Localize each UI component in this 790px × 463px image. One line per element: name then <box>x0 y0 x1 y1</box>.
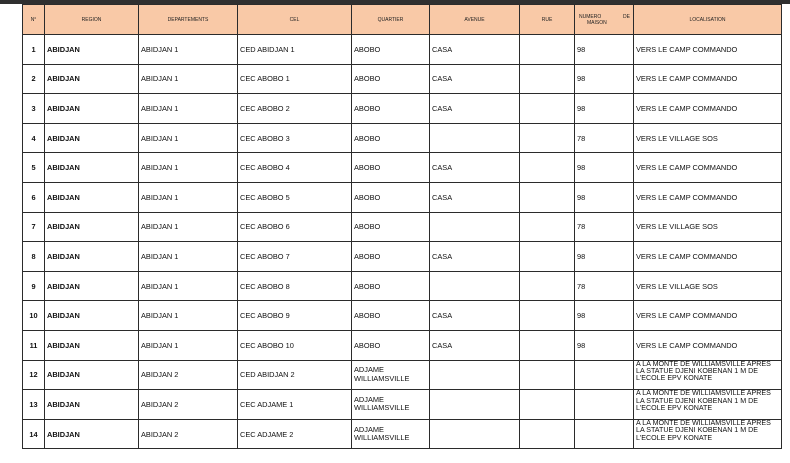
departement-cell: ABIDJAN 1 <box>139 94 238 124</box>
region-cell: ABIDJAN <box>45 271 139 301</box>
header-quartier: QUARTIER <box>352 5 430 35</box>
cel-cell: CEC ABOBO 2 <box>238 94 352 124</box>
localisation-cell: VERS LE CAMP COMMANDO <box>634 153 782 183</box>
cel-cell: CEC ABOBO 5 <box>238 182 352 212</box>
header-numero-label: NUMERO <box>579 13 602 20</box>
localisation-cell: A LA MONTE DE WILLIAMSVILLE APRES LA STATUE DJENI KOBENAN 1 M DE L'ECOLE EPV KONATE <box>634 360 782 390</box>
rue-cell <box>520 35 575 65</box>
cel-cell: CED ABIDJAN 1 <box>238 35 352 65</box>
localisation-cell: A LA MONTE DE WILLIAMSVILLE APRES LA STATUE DJENI KOBENAN 1 M DE L'ECOLE EPV KONATE <box>634 390 782 420</box>
region-cell: ABIDJAN <box>45 123 139 153</box>
numero-maison-cell: 78 <box>575 123 634 153</box>
header-row <box>23 5 782 35</box>
departement-cell: ABIDJAN 1 <box>139 301 238 331</box>
quartier-cell: ADJAME WILLIAMSVILLE <box>352 390 430 420</box>
row-number: 5 <box>23 153 45 183</box>
row-number: 4 <box>23 123 45 153</box>
region-cell: ABIDJAN <box>45 182 139 212</box>
rue-cell <box>520 94 575 124</box>
cel-cell: CED ABIDJAN 2 <box>238 360 352 390</box>
avenue-cell: CASA <box>430 330 520 360</box>
localisation-cell: VERS LE VILLAGE SOS <box>634 271 782 301</box>
region-cell: ABIDJAN <box>45 390 139 420</box>
rue-cell <box>520 123 575 153</box>
departement-cell: ABIDJAN 2 <box>139 390 238 420</box>
table-row <box>23 123 782 153</box>
departement-cell: ABIDJAN 1 <box>139 330 238 360</box>
localisation-cell: VERS LE CAMP COMMANDO <box>634 242 782 272</box>
cel-cell: CEC ABOBO 4 <box>238 153 352 183</box>
cel-cell: CEC ABOBO 8 <box>238 271 352 301</box>
numero-maison-cell: 98 <box>575 64 634 94</box>
rue-cell <box>520 242 575 272</box>
row-number: 6 <box>23 182 45 212</box>
localisation-cell: VERS LE VILLAGE SOS <box>634 123 782 153</box>
region-cell: ABIDJAN <box>45 301 139 331</box>
cel-locations-table <box>22 4 782 449</box>
avenue-cell: CASA <box>430 153 520 183</box>
quartier-cell: ABOBO <box>352 242 430 272</box>
row-number: 2 <box>23 64 45 94</box>
departement-cell: ABIDJAN 1 <box>139 153 238 183</box>
departement-cell: ABIDJAN 1 <box>139 123 238 153</box>
numero-maison-cell: 78 <box>575 271 634 301</box>
row-number: 11 <box>23 330 45 360</box>
departement-cell: ABIDJAN 1 <box>139 242 238 272</box>
table-body <box>23 35 782 449</box>
rue-cell <box>520 390 575 420</box>
cel-cell: CEC ABOBO 7 <box>238 242 352 272</box>
quartier-cell: ABOBO <box>352 153 430 183</box>
header-no: N° <box>23 5 45 35</box>
row-number: 7 <box>23 212 45 242</box>
quartier-cell: ADJAME WILLIAMSVILLE <box>352 419 430 449</box>
cel-cell: CEC ABOBO 9 <box>238 301 352 331</box>
region-cell: ABIDJAN <box>45 64 139 94</box>
avenue-cell <box>430 123 520 153</box>
table-row <box>23 153 782 183</box>
header-maison-label: MAISON <box>587 19 607 26</box>
header-departements: DEPARTEMENTS <box>139 5 238 35</box>
header-de-label: DE <box>623 13 630 20</box>
header-avenue: AVENUE <box>430 5 520 35</box>
table-row <box>23 419 782 449</box>
rue-cell <box>520 153 575 183</box>
quartier-cell: ABOBO <box>352 212 430 242</box>
localisation-cell: VERS LE CAMP COMMANDO <box>634 64 782 94</box>
numero-maison-cell <box>575 419 634 449</box>
cel-cell: CEC ABOBO 6 <box>238 212 352 242</box>
region-cell: ABIDJAN <box>45 35 139 65</box>
table-row <box>23 212 782 242</box>
region-cell: ABIDJAN <box>45 330 139 360</box>
departement-cell: ABIDJAN 2 <box>139 419 238 449</box>
row-number: 1 <box>23 35 45 65</box>
quartier-cell: ABOBO <box>352 94 430 124</box>
avenue-cell: CASA <box>430 35 520 65</box>
numero-maison-cell: 98 <box>575 94 634 124</box>
avenue-cell <box>430 390 520 420</box>
table-row <box>23 301 782 331</box>
departement-cell: ABIDJAN 1 <box>139 271 238 301</box>
departement-cell: ABIDJAN 2 <box>139 360 238 390</box>
departement-cell: ABIDJAN 1 <box>139 35 238 65</box>
table-row <box>23 182 782 212</box>
region-cell: ABIDJAN <box>45 153 139 183</box>
avenue-cell <box>430 212 520 242</box>
row-number: 14 <box>23 419 45 449</box>
region-cell: ABIDJAN <box>45 360 139 390</box>
avenue-cell: CASA <box>430 64 520 94</box>
rue-cell <box>520 301 575 331</box>
region-cell: ABIDJAN <box>45 242 139 272</box>
rue-cell <box>520 360 575 390</box>
header-numero-maison <box>575 5 634 35</box>
numero-maison-cell: 98 <box>575 301 634 331</box>
quartier-cell: ABOBO <box>352 182 430 212</box>
numero-maison-cell: 98 <box>575 153 634 183</box>
table-row <box>23 35 782 65</box>
quartier-cell: ABOBO <box>352 271 430 301</box>
row-number: 8 <box>23 242 45 272</box>
quartier-cell: ABOBO <box>352 64 430 94</box>
avenue-cell: CASA <box>430 182 520 212</box>
row-number: 10 <box>23 301 45 331</box>
localisation-cell: VERS LE VILLAGE SOS <box>634 212 782 242</box>
avenue-cell <box>430 271 520 301</box>
table-row <box>23 330 782 360</box>
localisation-cell: VERS LE CAMP COMMANDO <box>634 35 782 65</box>
header-cel: CEL <box>238 5 352 35</box>
cel-cell: CEC ADJAME 1 <box>238 390 352 420</box>
table-row <box>23 94 782 124</box>
header-rue: RUE <box>520 5 575 35</box>
avenue-cell: CASA <box>430 94 520 124</box>
quartier-cell: ABOBO <box>352 330 430 360</box>
quartier-cell: ABOBO <box>352 35 430 65</box>
rue-cell <box>520 330 575 360</box>
numero-maison-cell: 98 <box>575 35 634 65</box>
table-row <box>23 242 782 272</box>
localisation-cell: VERS LE CAMP COMMANDO <box>634 182 782 212</box>
numero-maison-cell: 98 <box>575 182 634 212</box>
header-localisation: LOCALISATION <box>634 5 782 35</box>
localisation-cell: A LA MONTE DE WILLIAMSVILLE APRES LA STATUE DJENI KOBENAN 1 M DE L'ECOLE EPV KONATE <box>634 419 782 449</box>
region-cell: ABIDJAN <box>45 94 139 124</box>
departement-cell: ABIDJAN 1 <box>139 212 238 242</box>
departement-cell: ABIDJAN 1 <box>139 64 238 94</box>
row-number: 3 <box>23 94 45 124</box>
region-cell: ABIDJAN <box>45 419 139 449</box>
rue-cell <box>520 64 575 94</box>
row-number: 9 <box>23 271 45 301</box>
numero-maison-cell <box>575 360 634 390</box>
rue-cell <box>520 271 575 301</box>
cel-cell: CEC ABOBO 3 <box>238 123 352 153</box>
quartier-cell: ABOBO <box>352 301 430 331</box>
quartier-cell: ADJAME WILLIAMSVILLE <box>352 360 430 390</box>
table-row <box>23 360 782 390</box>
table-row <box>23 390 782 420</box>
rue-cell <box>520 212 575 242</box>
cel-cell: CEC ADJAME 2 <box>238 419 352 449</box>
numero-maison-cell: 98 <box>575 330 634 360</box>
row-number: 13 <box>23 390 45 420</box>
localisation-cell: VERS LE CAMP COMMANDO <box>634 94 782 124</box>
quartier-cell: ABOBO <box>352 123 430 153</box>
table-row <box>23 64 782 94</box>
row-number: 12 <box>23 360 45 390</box>
localisation-cell: VERS LE CAMP COMMANDO <box>634 330 782 360</box>
avenue-cell: CASA <box>430 301 520 331</box>
avenue-cell <box>430 360 520 390</box>
localisation-cell: VERS LE CAMP COMMANDO <box>634 301 782 331</box>
cel-cell: CEC ABOBO 10 <box>238 330 352 360</box>
avenue-cell <box>430 419 520 449</box>
numero-maison-cell: 98 <box>575 242 634 272</box>
numero-maison-cell: 78 <box>575 212 634 242</box>
header-region: REGION <box>45 5 139 35</box>
numero-maison-cell <box>575 390 634 420</box>
avenue-cell: CASA <box>430 242 520 272</box>
departement-cell: ABIDJAN 1 <box>139 182 238 212</box>
rue-cell <box>520 182 575 212</box>
rue-cell <box>520 419 575 449</box>
table-row <box>23 271 782 301</box>
region-cell: ABIDJAN <box>45 212 139 242</box>
cel-cell: CEC ABOBO 1 <box>238 64 352 94</box>
